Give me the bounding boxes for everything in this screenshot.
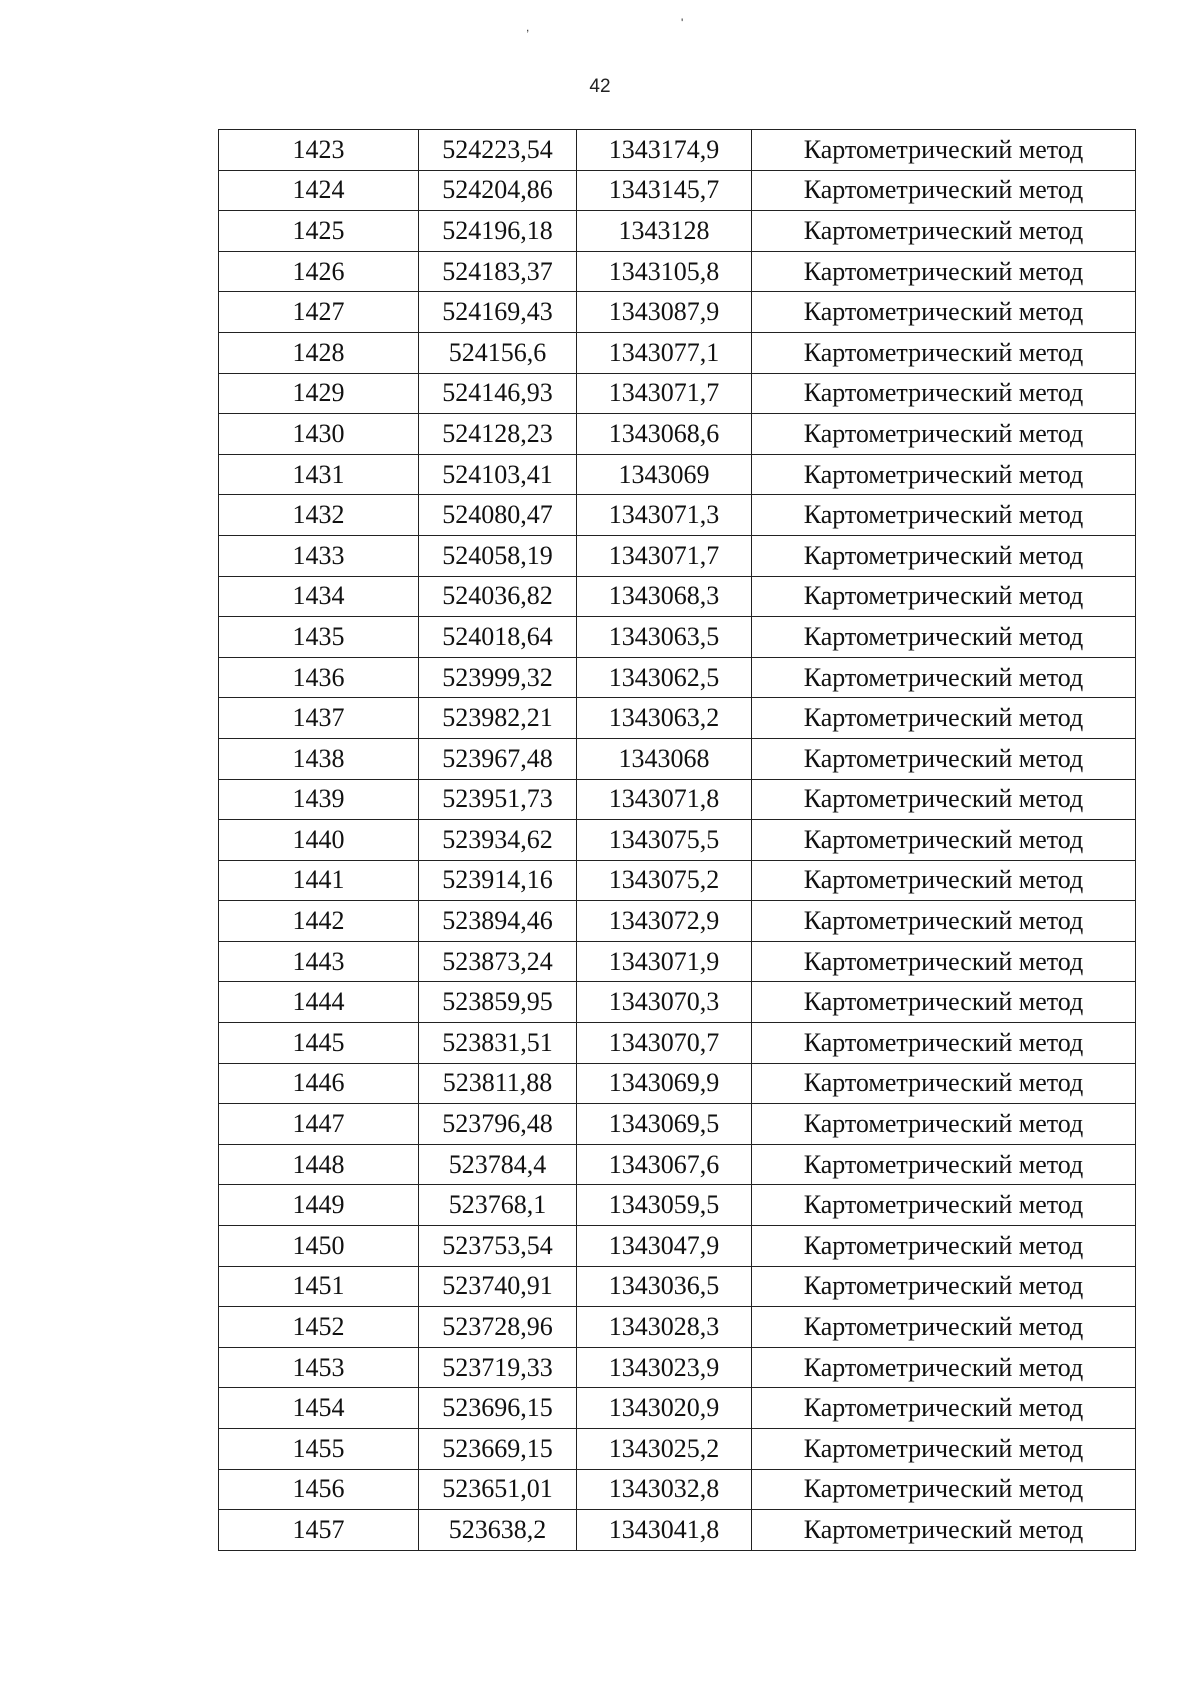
- scan-speck: ,: [526, 20, 530, 34]
- method-cell: Картометрический метод: [752, 617, 1136, 658]
- page-number: 42: [589, 76, 611, 97]
- table-row: [219, 211, 1136, 252]
- y-coordinate-cell: 1343072,9: [577, 901, 752, 942]
- x-coordinate-cell: 523811,88: [419, 1063, 577, 1104]
- method-cell: Картометрический метод: [752, 698, 1136, 739]
- method-cell: Картометрический метод: [752, 1063, 1136, 1104]
- method-cell: Картометрический метод: [752, 332, 1136, 373]
- x-coordinate-cell: 523768,1: [419, 1185, 577, 1226]
- method-cell: Картометрический метод: [752, 1347, 1136, 1388]
- method-cell: Картометрический метод: [752, 738, 1136, 779]
- table-row: [219, 292, 1136, 333]
- y-coordinate-cell: 1343041,8: [577, 1510, 752, 1551]
- method-cell: Картометрический метод: [752, 1226, 1136, 1267]
- table-row: [219, 576, 1136, 617]
- table-row: [219, 170, 1136, 211]
- point-number-cell: 1435: [219, 617, 419, 658]
- method-cell: Картометрический метод: [752, 1023, 1136, 1064]
- x-coordinate-cell: 524223,54: [419, 130, 577, 171]
- x-coordinate-cell: 523638,2: [419, 1510, 577, 1551]
- y-coordinate-cell: 1343067,6: [577, 1144, 752, 1185]
- point-number-cell: 1446: [219, 1063, 419, 1104]
- x-coordinate-cell: 523934,62: [419, 820, 577, 861]
- table-row: [219, 1266, 1136, 1307]
- y-coordinate-cell: 1343069,5: [577, 1104, 752, 1145]
- method-cell: Картометрический метод: [752, 779, 1136, 820]
- point-number-cell: 1444: [219, 982, 419, 1023]
- table-row: [219, 535, 1136, 576]
- method-cell: Картометрический метод: [752, 901, 1136, 942]
- point-number-cell: 1457: [219, 1510, 419, 1551]
- y-coordinate-cell: 1343036,5: [577, 1266, 752, 1307]
- method-cell: Картометрический метод: [752, 454, 1136, 495]
- x-coordinate-cell: 524103,41: [419, 454, 577, 495]
- point-number-cell: 1443: [219, 941, 419, 982]
- method-cell: Картометрический метод: [752, 414, 1136, 455]
- x-coordinate-cell: 524036,82: [419, 576, 577, 617]
- point-number-cell: 1455: [219, 1429, 419, 1470]
- y-coordinate-cell: 1343077,1: [577, 332, 752, 373]
- point-number-cell: 1452: [219, 1307, 419, 1348]
- point-number-cell: 1451: [219, 1266, 419, 1307]
- x-coordinate-cell: 524018,64: [419, 617, 577, 658]
- method-cell: Картометрический метод: [752, 657, 1136, 698]
- point-number-cell: 1442: [219, 901, 419, 942]
- y-coordinate-cell: 1343062,5: [577, 657, 752, 698]
- x-coordinate-cell: 523982,21: [419, 698, 577, 739]
- point-number-cell: 1447: [219, 1104, 419, 1145]
- y-coordinate-cell: 1343070,3: [577, 982, 752, 1023]
- table-row: [219, 454, 1136, 495]
- x-coordinate-cell: 523728,96: [419, 1307, 577, 1348]
- point-number-cell: 1434: [219, 576, 419, 617]
- scan-speck: ': [681, 16, 684, 30]
- method-cell: Картометрический метод: [752, 1185, 1136, 1226]
- method-cell: Картометрический метод: [752, 373, 1136, 414]
- x-coordinate-cell: 523696,15: [419, 1388, 577, 1429]
- y-coordinate-cell: 1343071,8: [577, 779, 752, 820]
- table-row: [219, 373, 1136, 414]
- x-coordinate-cell: 524146,93: [419, 373, 577, 414]
- method-cell: Картометрический метод: [752, 576, 1136, 617]
- y-coordinate-cell: 1343071,7: [577, 535, 752, 576]
- x-coordinate-cell: 523719,33: [419, 1347, 577, 1388]
- table-row: [219, 941, 1136, 982]
- method-cell: Картометрический метод: [752, 170, 1136, 211]
- point-number-cell: 1426: [219, 251, 419, 292]
- x-coordinate-cell: 524156,6: [419, 332, 577, 373]
- table-row: [219, 1104, 1136, 1145]
- point-number-cell: 1423: [219, 130, 419, 171]
- x-coordinate-cell: 524183,37: [419, 251, 577, 292]
- x-coordinate-cell: 523951,73: [419, 779, 577, 820]
- table-row: [219, 1388, 1136, 1429]
- y-coordinate-cell: 1343059,5: [577, 1185, 752, 1226]
- y-coordinate-cell: 1343105,8: [577, 251, 752, 292]
- y-coordinate-cell: 1343174,9: [577, 130, 752, 171]
- x-coordinate-cell: 523740,91: [419, 1266, 577, 1307]
- table-row: [219, 860, 1136, 901]
- y-coordinate-cell: 1343145,7: [577, 170, 752, 211]
- y-coordinate-cell: 1343032,8: [577, 1469, 752, 1510]
- y-coordinate-cell: 1343069: [577, 454, 752, 495]
- point-number-cell: 1436: [219, 657, 419, 698]
- y-coordinate-cell: 1343047,9: [577, 1226, 752, 1267]
- x-coordinate-cell: 523669,15: [419, 1429, 577, 1470]
- table-row: [219, 495, 1136, 536]
- table-row: [219, 1469, 1136, 1510]
- point-number-cell: 1425: [219, 211, 419, 252]
- x-coordinate-cell: 524080,47: [419, 495, 577, 536]
- method-cell: Картометрический метод: [752, 1469, 1136, 1510]
- point-number-cell: 1430: [219, 414, 419, 455]
- point-number-cell: 1437: [219, 698, 419, 739]
- y-coordinate-cell: 1343068,6: [577, 414, 752, 455]
- method-cell: Картометрический метод: [752, 1266, 1136, 1307]
- table-body: [219, 130, 1136, 1551]
- table-row: [219, 982, 1136, 1023]
- point-number-cell: 1427: [219, 292, 419, 333]
- x-coordinate-cell: 523894,46: [419, 901, 577, 942]
- point-number-cell: 1449: [219, 1185, 419, 1226]
- table-row: [219, 332, 1136, 373]
- table-row: [219, 1347, 1136, 1388]
- method-cell: Картометрический метод: [752, 130, 1136, 171]
- method-cell: Картометрический метод: [752, 1104, 1136, 1145]
- method-cell: Картометрический метод: [752, 251, 1136, 292]
- table-row: [219, 901, 1136, 942]
- x-coordinate-cell: 523914,16: [419, 860, 577, 901]
- y-coordinate-cell: 1343075,2: [577, 860, 752, 901]
- table-row: [219, 414, 1136, 455]
- x-coordinate-cell: 524196,18: [419, 211, 577, 252]
- y-coordinate-cell: 1343020,9: [577, 1388, 752, 1429]
- y-coordinate-cell: 1343070,7: [577, 1023, 752, 1064]
- point-number-cell: 1439: [219, 779, 419, 820]
- method-cell: Картометрический метод: [752, 535, 1136, 576]
- table-row: [219, 1063, 1136, 1104]
- x-coordinate-cell: 524204,86: [419, 170, 577, 211]
- y-coordinate-cell: 1343063,5: [577, 617, 752, 658]
- point-number-cell: 1450: [219, 1226, 419, 1267]
- x-coordinate-cell: 523753,54: [419, 1226, 577, 1267]
- y-coordinate-cell: 1343075,5: [577, 820, 752, 861]
- x-coordinate-cell: 523873,24: [419, 941, 577, 982]
- y-coordinate-cell: 1343071,3: [577, 495, 752, 536]
- y-coordinate-cell: 1343071,7: [577, 373, 752, 414]
- table-row: [219, 130, 1136, 171]
- table-row: [219, 698, 1136, 739]
- point-number-cell: 1433: [219, 535, 419, 576]
- table-row: [219, 1429, 1136, 1470]
- point-number-cell: 1431: [219, 454, 419, 495]
- y-coordinate-cell: 1343028,3: [577, 1307, 752, 1348]
- method-cell: Картометрический метод: [752, 1144, 1136, 1185]
- y-coordinate-cell: 1343023,9: [577, 1347, 752, 1388]
- point-number-cell: 1429: [219, 373, 419, 414]
- x-coordinate-cell: 523999,32: [419, 657, 577, 698]
- y-coordinate-cell: 1343063,2: [577, 698, 752, 739]
- y-coordinate-cell: 1343068,3: [577, 576, 752, 617]
- x-coordinate-cell: 523859,95: [419, 982, 577, 1023]
- table-row: [219, 1510, 1136, 1551]
- x-coordinate-cell: 523796,48: [419, 1104, 577, 1145]
- x-coordinate-cell: 523967,48: [419, 738, 577, 779]
- table-row: [219, 617, 1136, 658]
- method-cell: Картометрический метод: [752, 292, 1136, 333]
- point-number-cell: 1428: [219, 332, 419, 373]
- method-cell: Картометрический метод: [752, 820, 1136, 861]
- method-cell: Картометрический метод: [752, 982, 1136, 1023]
- point-number-cell: 1453: [219, 1347, 419, 1388]
- table-row: [219, 1307, 1136, 1348]
- point-number-cell: 1448: [219, 1144, 419, 1185]
- point-number-cell: 1454: [219, 1388, 419, 1429]
- method-cell: Картометрический метод: [752, 211, 1136, 252]
- table-row: [219, 820, 1136, 861]
- method-cell: Картометрический метод: [752, 1510, 1136, 1551]
- y-coordinate-cell: 1343128: [577, 211, 752, 252]
- table-row: [219, 1023, 1136, 1064]
- table-row: [219, 1185, 1136, 1226]
- x-coordinate-cell: 524058,19: [419, 535, 577, 576]
- y-coordinate-cell: 1343071,9: [577, 941, 752, 982]
- method-cell: Картометрический метод: [752, 1388, 1136, 1429]
- y-coordinate-cell: 1343068: [577, 738, 752, 779]
- point-number-cell: 1456: [219, 1469, 419, 1510]
- table-row: [219, 251, 1136, 292]
- point-number-cell: 1440: [219, 820, 419, 861]
- point-number-cell: 1432: [219, 495, 419, 536]
- point-number-cell: 1424: [219, 170, 419, 211]
- table-row: [219, 1144, 1136, 1185]
- x-coordinate-cell: 524169,43: [419, 292, 577, 333]
- method-cell: Картометрический метод: [752, 860, 1136, 901]
- y-coordinate-cell: 1343069,9: [577, 1063, 752, 1104]
- y-coordinate-cell: 1343025,2: [577, 1429, 752, 1470]
- table-row: [219, 779, 1136, 820]
- table-row: [219, 657, 1136, 698]
- method-cell: Картометрический метод: [752, 941, 1136, 982]
- y-coordinate-cell: 1343087,9: [577, 292, 752, 333]
- method-cell: Картометрический метод: [752, 1307, 1136, 1348]
- coordinates-table: [218, 129, 1136, 1551]
- method-cell: Картометрический метод: [752, 495, 1136, 536]
- point-number-cell: 1438: [219, 738, 419, 779]
- method-cell: Картометрический метод: [752, 1429, 1136, 1470]
- table-row: [219, 738, 1136, 779]
- point-number-cell: 1445: [219, 1023, 419, 1064]
- table-row: [219, 1226, 1136, 1267]
- x-coordinate-cell: 523651,01: [419, 1469, 577, 1510]
- x-coordinate-cell: 523831,51: [419, 1023, 577, 1064]
- point-number-cell: 1441: [219, 860, 419, 901]
- x-coordinate-cell: 524128,23: [419, 414, 577, 455]
- x-coordinate-cell: 523784,4: [419, 1144, 577, 1185]
